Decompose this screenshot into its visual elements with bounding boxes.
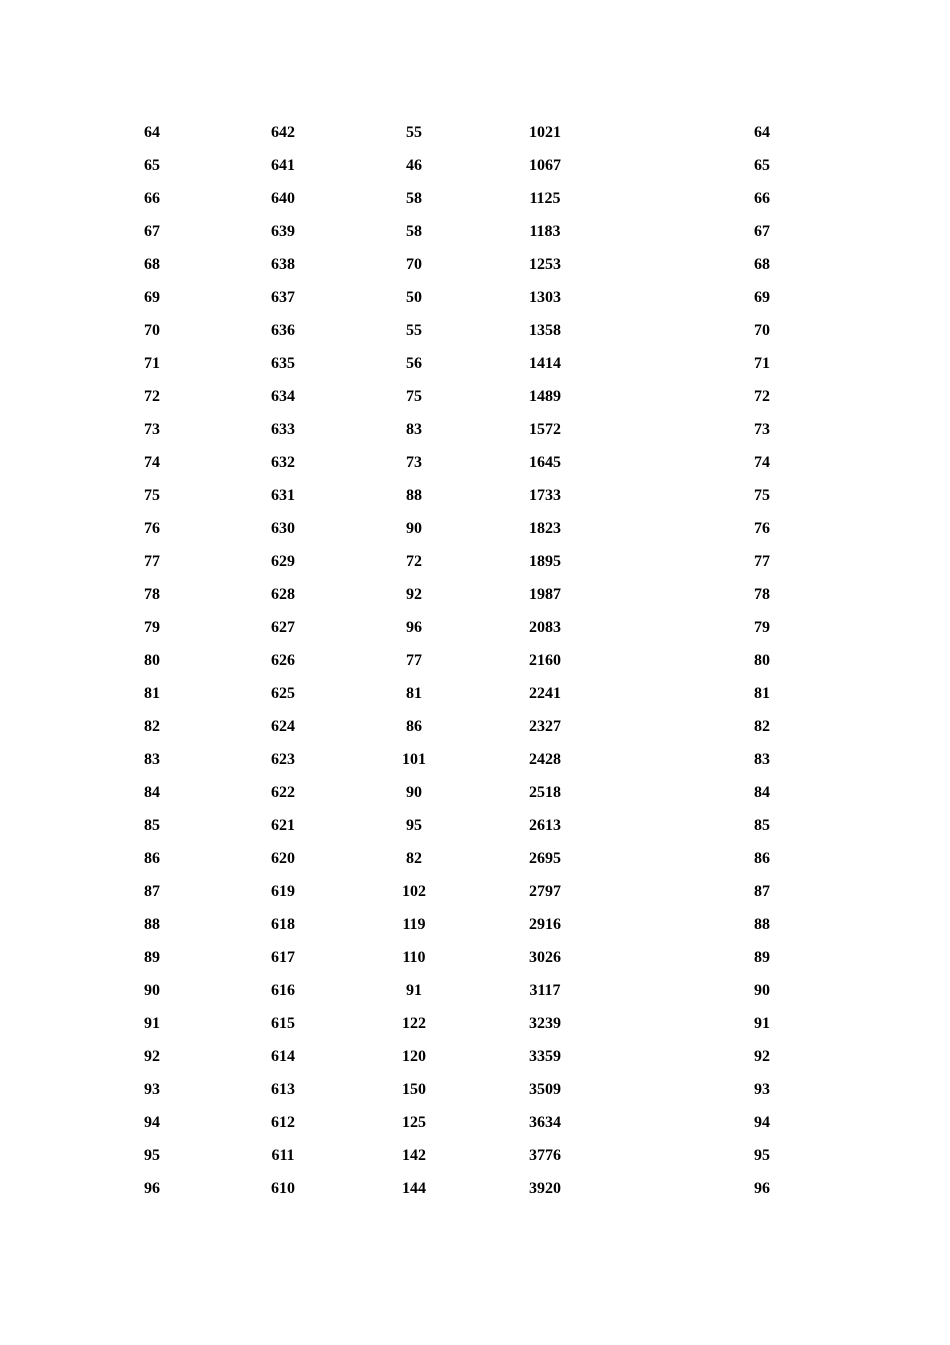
table-row xyxy=(0,248,950,281)
table-cell: 611 xyxy=(271,1147,295,1164)
table-cell: 1067 xyxy=(529,157,561,174)
table-cell: 626 xyxy=(271,652,295,669)
table-cell: 67 xyxy=(754,223,770,240)
table-cell: 88 xyxy=(144,916,160,933)
table-cell: 66 xyxy=(754,190,770,207)
table-cell: 623 xyxy=(271,751,295,768)
table-cell: 72 xyxy=(754,388,770,405)
table-cell: 1572 xyxy=(529,421,561,438)
table-cell: 96 xyxy=(754,1180,770,1197)
table-row xyxy=(0,776,950,809)
table-cell: 58 xyxy=(406,190,422,207)
table-row xyxy=(0,314,950,347)
table-cell: 122 xyxy=(402,1015,426,1032)
table-cell: 82 xyxy=(144,718,160,735)
table-cell: 74 xyxy=(754,454,770,471)
table-cell: 91 xyxy=(406,982,422,999)
table-cell: 2518 xyxy=(529,784,561,801)
table-cell: 633 xyxy=(271,421,295,438)
table-cell: 101 xyxy=(402,751,426,768)
table-cell: 70 xyxy=(144,322,160,339)
table-cell: 56 xyxy=(406,355,422,372)
table-cell: 70 xyxy=(754,322,770,339)
table-cell: 93 xyxy=(754,1081,770,1098)
table-cell: 632 xyxy=(271,454,295,471)
table-cell: 93 xyxy=(144,1081,160,1098)
table-cell: 68 xyxy=(754,256,770,273)
table-cell: 125 xyxy=(402,1114,426,1131)
table-cell: 88 xyxy=(406,487,422,504)
table-row xyxy=(0,545,950,578)
table-row xyxy=(0,1007,950,1040)
table-cell: 73 xyxy=(754,421,770,438)
table-cell: 96 xyxy=(144,1180,160,1197)
data-table xyxy=(0,116,950,1205)
table-cell: 73 xyxy=(406,454,422,471)
table-cell: 75 xyxy=(406,388,422,405)
table-cell: 142 xyxy=(402,1147,426,1164)
table-cell: 627 xyxy=(271,619,295,636)
table-row xyxy=(0,512,950,545)
table-cell: 95 xyxy=(144,1147,160,1164)
table-cell: 3776 xyxy=(529,1147,561,1164)
table-cell: 628 xyxy=(271,586,295,603)
table-cell: 119 xyxy=(402,916,426,933)
table-cell: 77 xyxy=(754,553,770,570)
table-cell: 631 xyxy=(271,487,295,504)
table-row xyxy=(0,743,950,776)
table-cell: 612 xyxy=(271,1114,295,1131)
table-cell: 92 xyxy=(144,1048,160,1065)
table-row xyxy=(0,974,950,1007)
table-cell: 71 xyxy=(754,355,770,372)
table-cell: 65 xyxy=(754,157,770,174)
table-cell: 620 xyxy=(271,850,295,867)
table-cell: 3509 xyxy=(529,1081,561,1098)
table-row xyxy=(0,941,950,974)
table-cell: 71 xyxy=(144,355,160,372)
table-cell: 1253 xyxy=(529,256,561,273)
table-row xyxy=(0,446,950,479)
table-cell: 621 xyxy=(271,817,295,834)
table-row xyxy=(0,116,950,149)
table-cell: 77 xyxy=(406,652,422,669)
table-row xyxy=(0,1172,950,1205)
table-cell: 1645 xyxy=(529,454,561,471)
table-cell: 55 xyxy=(406,322,422,339)
table-cell: 110 xyxy=(402,949,426,966)
table-cell: 638 xyxy=(271,256,295,273)
table-cell: 75 xyxy=(754,487,770,504)
table-row xyxy=(0,710,950,743)
table-cell: 144 xyxy=(402,1180,426,1197)
table-cell: 90 xyxy=(406,520,422,537)
table-cell: 83 xyxy=(144,751,160,768)
table-cell: 69 xyxy=(144,289,160,306)
table-row xyxy=(0,1040,950,1073)
table-cell: 613 xyxy=(271,1081,295,1098)
table-cell: 75 xyxy=(144,487,160,504)
table-cell: 64 xyxy=(144,124,160,141)
table-cell: 641 xyxy=(271,157,295,174)
table-cell: 1733 xyxy=(529,487,561,504)
table-cell: 89 xyxy=(754,949,770,966)
table-cell: 642 xyxy=(271,124,295,141)
table-cell: 78 xyxy=(144,586,160,603)
table-cell: 95 xyxy=(406,817,422,834)
table-row xyxy=(0,809,950,842)
table-cell: 94 xyxy=(754,1114,770,1131)
table-cell: 91 xyxy=(144,1015,160,1032)
table-cell: 90 xyxy=(754,982,770,999)
table-cell: 82 xyxy=(754,718,770,735)
table-cell: 76 xyxy=(144,520,160,537)
table-cell: 65 xyxy=(144,157,160,174)
table-cell: 150 xyxy=(402,1081,426,1098)
table-cell: 84 xyxy=(144,784,160,801)
table-row xyxy=(0,413,950,446)
table-cell: 72 xyxy=(144,388,160,405)
table-cell: 1303 xyxy=(529,289,561,306)
table-cell: 629 xyxy=(271,553,295,570)
table-cell: 3359 xyxy=(529,1048,561,1065)
table-cell: 637 xyxy=(271,289,295,306)
table-cell: 69 xyxy=(754,289,770,306)
table-row xyxy=(0,149,950,182)
table-cell: 91 xyxy=(754,1015,770,1032)
table-cell: 2695 xyxy=(529,850,561,867)
table-cell: 1895 xyxy=(529,553,561,570)
table-cell: 120 xyxy=(402,1048,426,1065)
table-cell: 88 xyxy=(754,916,770,933)
table-cell: 81 xyxy=(144,685,160,702)
table-cell: 95 xyxy=(754,1147,770,1164)
table-cell: 85 xyxy=(754,817,770,834)
table-cell: 1021 xyxy=(529,124,561,141)
table-cell: 77 xyxy=(144,553,160,570)
table-cell: 1414 xyxy=(529,355,561,372)
table-cell: 80 xyxy=(754,652,770,669)
table-row xyxy=(0,677,950,710)
table-cell: 2797 xyxy=(529,883,561,900)
table-row xyxy=(0,644,950,677)
table-cell: 2613 xyxy=(529,817,561,834)
table-cell: 86 xyxy=(406,718,422,735)
table-row xyxy=(0,215,950,248)
table-cell: 635 xyxy=(271,355,295,372)
table-cell: 55 xyxy=(406,124,422,141)
table-cell: 92 xyxy=(754,1048,770,1065)
table-cell: 86 xyxy=(754,850,770,867)
table-cell: 87 xyxy=(754,883,770,900)
table-cell: 80 xyxy=(144,652,160,669)
table-cell: 622 xyxy=(271,784,295,801)
table-cell: 630 xyxy=(271,520,295,537)
table-row xyxy=(0,1106,950,1139)
table-cell: 624 xyxy=(271,718,295,735)
table-cell: 2916 xyxy=(529,916,561,933)
table-cell: 1987 xyxy=(529,586,561,603)
table-cell: 1183 xyxy=(529,223,561,240)
table-cell: 67 xyxy=(144,223,160,240)
table-cell: 615 xyxy=(271,1015,295,1032)
table-cell: 90 xyxy=(406,784,422,801)
table-cell: 68 xyxy=(144,256,160,273)
table-row xyxy=(0,380,950,413)
table-cell: 81 xyxy=(406,685,422,702)
table-cell: 614 xyxy=(271,1048,295,1065)
table-row xyxy=(0,875,950,908)
table-cell: 86 xyxy=(144,850,160,867)
table-cell: 639 xyxy=(271,223,295,240)
table-cell: 82 xyxy=(406,850,422,867)
table-row xyxy=(0,611,950,644)
table-cell: 96 xyxy=(406,619,422,636)
table-cell: 81 xyxy=(754,685,770,702)
table-cell: 83 xyxy=(754,751,770,768)
table-row xyxy=(0,182,950,215)
table-cell: 3239 xyxy=(529,1015,561,1032)
table-cell: 3117 xyxy=(529,982,561,999)
table-cell: 3634 xyxy=(529,1114,561,1131)
table-cell: 2083 xyxy=(529,619,561,636)
table-cell: 616 xyxy=(271,982,295,999)
table-cell: 618 xyxy=(271,916,295,933)
table-cell: 79 xyxy=(754,619,770,636)
table-cell: 634 xyxy=(271,388,295,405)
table-row xyxy=(0,908,950,941)
table-cell: 636 xyxy=(271,322,295,339)
table-cell: 640 xyxy=(271,190,295,207)
table-cell: 619 xyxy=(271,883,295,900)
table-cell: 2327 xyxy=(529,718,561,735)
table-row xyxy=(0,1139,950,1172)
table-cell: 46 xyxy=(406,157,422,174)
table-cell: 73 xyxy=(144,421,160,438)
table-cell: 94 xyxy=(144,1114,160,1131)
table-cell: 610 xyxy=(271,1180,295,1197)
table-cell: 50 xyxy=(406,289,422,306)
table-cell: 90 xyxy=(144,982,160,999)
table-cell: 1823 xyxy=(529,520,561,537)
table-cell: 70 xyxy=(406,256,422,273)
table-row xyxy=(0,578,950,611)
table-row xyxy=(0,479,950,512)
table-row xyxy=(0,1073,950,1106)
table-cell: 85 xyxy=(144,817,160,834)
table-cell: 2241 xyxy=(529,685,561,702)
table-cell: 79 xyxy=(144,619,160,636)
table-cell: 58 xyxy=(406,223,422,240)
table-cell: 102 xyxy=(402,883,426,900)
table-cell: 3920 xyxy=(529,1180,561,1197)
table-cell: 64 xyxy=(754,124,770,141)
table-cell: 2160 xyxy=(529,652,561,669)
table-cell: 3026 xyxy=(529,949,561,966)
table-cell: 617 xyxy=(271,949,295,966)
table-row xyxy=(0,281,950,314)
table-cell: 92 xyxy=(406,586,422,603)
table-cell: 74 xyxy=(144,454,160,471)
table-cell: 76 xyxy=(754,520,770,537)
table-cell: 84 xyxy=(754,784,770,801)
table-cell: 625 xyxy=(271,685,295,702)
table-cell: 89 xyxy=(144,949,160,966)
table-cell: 66 xyxy=(144,190,160,207)
table-row xyxy=(0,842,950,875)
table-cell: 72 xyxy=(406,553,422,570)
table-cell: 2428 xyxy=(529,751,561,768)
table-cell: 83 xyxy=(406,421,422,438)
table-cell: 78 xyxy=(754,586,770,603)
table-cell: 1489 xyxy=(529,388,561,405)
table-row xyxy=(0,347,950,380)
table-cell: 87 xyxy=(144,883,160,900)
table-cell: 1125 xyxy=(529,190,561,207)
table-cell: 1358 xyxy=(529,322,561,339)
